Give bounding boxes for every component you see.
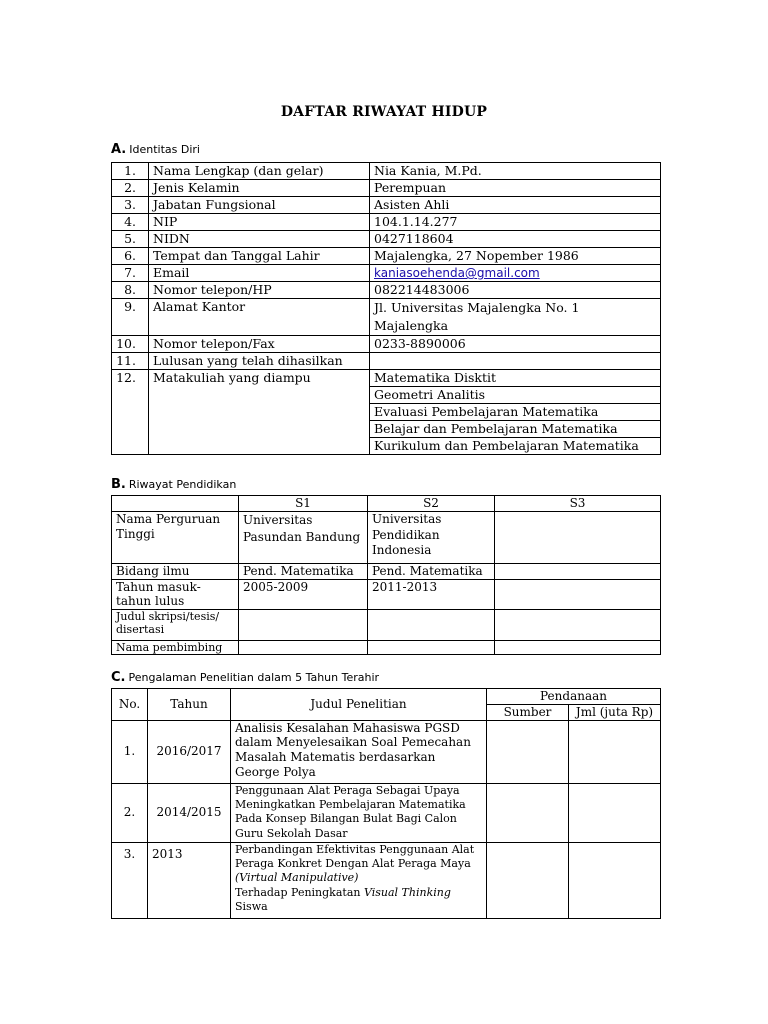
row-number: 1. (112, 720, 148, 783)
field-value (370, 299, 661, 336)
field-value: 104.1.14.277 (370, 214, 661, 231)
table-header-row (112, 496, 661, 512)
title-part: Siswa (235, 899, 268, 913)
field-label: NIP (149, 214, 370, 231)
cell-s2: Pend. Matematika (368, 564, 495, 580)
field-value: 082214483006 (370, 282, 661, 299)
row-number: 7. (112, 265, 149, 282)
cell-s3 (495, 579, 661, 609)
cell-s1: 2005-2009 (239, 579, 368, 609)
section-b-heading (111, 477, 236, 492)
header-sumber: Sumber (487, 705, 569, 721)
address-line-2: Majalengka (374, 318, 449, 334)
field-value: 0427118604 (370, 231, 661, 248)
cell-s1 (239, 609, 368, 640)
cell-s2 (368, 640, 495, 654)
row-label: Tahun masuk-tahun lulus (112, 579, 239, 609)
row-number: 5. (112, 231, 149, 248)
table-row (112, 353, 661, 370)
cell-s2: 2011-2013 (368, 579, 495, 609)
row-source (487, 783, 569, 842)
title-part: Terhadap Peningkatan (235, 885, 361, 899)
course-item: Evaluasi Pembelajaran Matematika (370, 404, 661, 421)
title-part-italic: (Virtual Manipulative) (235, 871, 359, 885)
field-label: Lulusan yang telah dihasilkan (149, 353, 370, 370)
field-value (370, 265, 661, 282)
course-item: Belajar dan Pembelajaran Matematika (370, 421, 661, 438)
title-part-italic: Visual Thinking (363, 885, 451, 899)
row-number: 1. (112, 163, 149, 180)
field-label: Alamat Kantor (149, 299, 370, 336)
field-label: Email (149, 265, 370, 282)
row-amount (569, 842, 661, 918)
field-label: NIDN (149, 231, 370, 248)
row-label: Judul skripsi/tesis/ disertasi (112, 609, 239, 640)
header-no: No. (112, 689, 148, 721)
row-year: 2016/2017 (148, 720, 231, 783)
table-row (112, 282, 661, 299)
section-a-heading (111, 142, 200, 157)
row-number: 9. (112, 299, 149, 336)
table-row (112, 370, 661, 387)
field-label: Nomor telepon/HP (149, 282, 370, 299)
cell-s1: Universitas Pasundan Bandung (239, 512, 368, 564)
cell-s2: Universitas Pendidikan Indonesia (368, 512, 495, 564)
education-table (111, 495, 661, 655)
row-title: Analisis Kesalahan Mahasiswa PGSD dalam Menyelesaikan Soal Pemecahan Masalah Matematis berdasarkan George Polya (231, 720, 487, 783)
cell-s1 (239, 640, 368, 654)
course-item: Matematika Disktit (370, 370, 661, 387)
field-value: Asisten Ahli (370, 197, 661, 214)
header-s2: S2 (368, 496, 495, 512)
cell-s2 (368, 609, 495, 640)
header-s1: S1 (239, 496, 368, 512)
row-label: Nama Perguruan Tinggi (112, 512, 239, 564)
field-value (370, 353, 661, 370)
row-amount (569, 783, 661, 842)
cell-s3 (495, 512, 661, 564)
field-value: Majalengka, 27 Nopember 1986 (370, 248, 661, 265)
table-row (112, 579, 661, 609)
section-a-letter: A. (111, 142, 127, 157)
row-number: 4. (112, 214, 149, 231)
row-label: Nama pembimbing (112, 640, 239, 654)
row-title: Penggunaan Alat Peraga Sebagai Upaya Meningkatkan Pembelajaran Matematika Pada Konsep Bilangan Bulat Bagi Calon Guru Sekolah Dasar (231, 783, 487, 842)
header-jml: Jml (juta Rp) (569, 705, 661, 721)
header-cell-empty (112, 496, 239, 512)
page-title: DAFTAR RIWAYAT HIDUP (280, 104, 488, 120)
table-row (112, 842, 661, 918)
section-b-title: Riwayat Pendidikan (128, 478, 237, 491)
table-row (112, 640, 661, 654)
table-row (112, 214, 661, 231)
header-s3: S3 (495, 496, 661, 512)
table-row (112, 248, 661, 265)
row-source (487, 720, 569, 783)
row-source (487, 842, 569, 918)
table-row (112, 783, 661, 842)
field-label: Nama Lengkap (dan gelar) (149, 163, 370, 180)
field-value: Nia Kania, M.Pd. (370, 163, 661, 180)
row-label: Bidang ilmu (112, 564, 239, 580)
row-number: 2. (112, 783, 148, 842)
row-amount (569, 720, 661, 783)
table-row (112, 180, 661, 197)
address-line-1: Jl. Universitas Majalengka No. 1 (374, 300, 580, 315)
table-row (112, 564, 661, 580)
section-c-letter: C. (111, 670, 126, 685)
row-year: 2014/2015 (148, 783, 231, 842)
header-pendanaan: Pendanaan (487, 689, 661, 705)
cell-s3 (495, 609, 661, 640)
section-c-title: Pengalaman Penelitian dalam 5 Tahun Terahir (128, 671, 380, 684)
cell-s3 (495, 640, 661, 654)
row-number: 6. (112, 248, 149, 265)
table-row (112, 609, 661, 640)
table-row (112, 720, 661, 783)
field-label: Jenis Kelamin (149, 180, 370, 197)
table-row (112, 163, 661, 180)
cell-s3 (495, 564, 661, 580)
title-part: Perbandingan Efektivitas Penggunaan Alat Peraga Konkret Dengan Alat Peraga Maya (235, 842, 475, 870)
row-number: 2. (112, 180, 149, 197)
table-row (112, 197, 661, 214)
section-a-title: Identitas Diri (129, 143, 200, 156)
row-number: 10. (112, 336, 149, 353)
section-c-heading (111, 670, 379, 685)
research-table (111, 688, 661, 919)
email-link[interactable]: kaniasoehenda@gmail.com (374, 266, 540, 280)
field-label: Matakuliah yang diampu (149, 370, 370, 455)
table-row (112, 299, 661, 336)
course-item: Geometri Analitis (370, 387, 661, 404)
row-number: 12. (112, 370, 149, 455)
row-number: 8. (112, 282, 149, 299)
course-item: Kurikulum dan Pembelajaran Matematika (370, 438, 661, 455)
cell-s1: Pend. Matematika (239, 564, 368, 580)
header-judul: Judul Penelitian (231, 689, 487, 721)
header-tahun: Tahun (148, 689, 231, 721)
row-number: 3. (112, 842, 148, 918)
field-value: 0233-8890006 (370, 336, 661, 353)
section-b-letter: B. (111, 477, 126, 492)
identity-table (111, 162, 661, 455)
row-number: 11. (112, 353, 149, 370)
field-label: Jabatan Fungsional (149, 197, 370, 214)
field-value: Perempuan (370, 180, 661, 197)
table-row (112, 231, 661, 248)
row-year: 2013 (148, 842, 231, 918)
row-number: 3. (112, 197, 149, 214)
table-row (112, 265, 661, 282)
row-title (231, 842, 487, 918)
field-label: Tempat dan Tanggal Lahir (149, 248, 370, 265)
table-row (112, 336, 661, 353)
table-row (112, 512, 661, 564)
table-header-row (112, 689, 661, 705)
field-label: Nomor telepon/Fax (149, 336, 370, 353)
